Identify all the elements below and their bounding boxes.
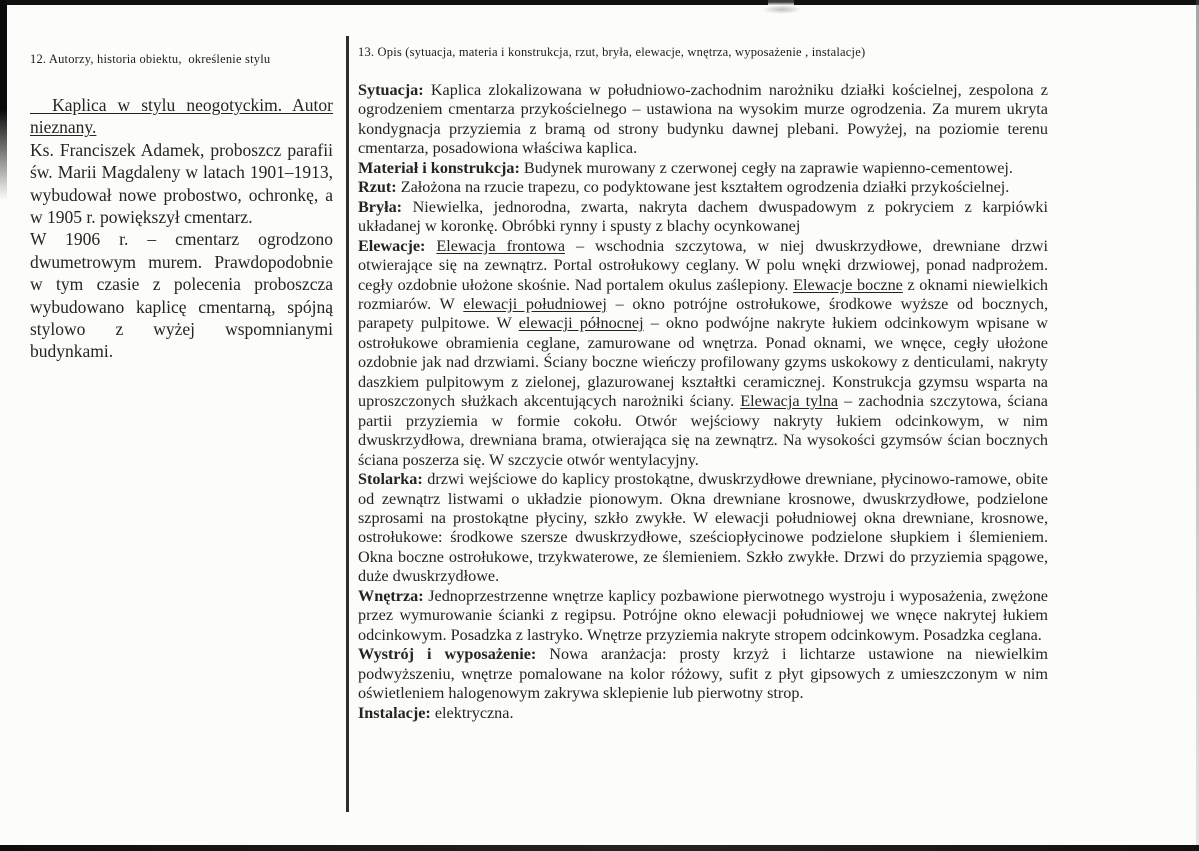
field-label-text: Instalacje: <box>358 703 431 722</box>
body-text: Budynek murowany z czerwonej cegły na zaprawie wapienno-cementowej. <box>519 158 1013 177</box>
column-divider-line <box>346 36 349 812</box>
body-text: – okno podwójne nakryte łukiem odcinkowym wpisane w ostrołukowe obramienia ceglane, zamurowane od wnętrza. Ponad oknami, we wnęce, cegły ułożone ozdobnie jak nad drzwiami. Ściany boczne wieńczy profilowany gzyms uskokowy z denticulami, nakryty daszkiem pulpitowym z zielonej, glazurowanej kształtki ceramicznej. Konstrukcja gzymsu wsparta na uproszczonych służkach akcentujących narożniki ściany. <box>358 314 1048 411</box>
scan-edge-bottom <box>0 845 1199 851</box>
underlined-text: Kaplica w stylu neogotyckim. Autor nieznany. <box>30 95 333 138</box>
body-text: Nowa aranżacja: prosty krzyż i lichtarze ustawione na niewielkim podwyższeniu, wnętrze pomalowane na kolor różowy, sufit z płyt gipsowych z umieszczonym w nim oświetleniem halogenowym zakrywa sklepienie lub pierwotny strop. <box>358 645 1048 703</box>
body-text: – okno potrójne ostrołukowe, środkowe wyższe od bocznych, parapety pulpitowe. W <box>358 294 1049 333</box>
field-12-header: 12. Autorzy, historia obiektu, określenie stylu <box>30 52 271 66</box>
field-label-text: Materiał i konstrukcja: <box>358 158 520 177</box>
underlined-text: Elewacje boczne <box>793 275 903 294</box>
paragraph <box>358 470 1048 587</box>
paragraph <box>358 198 1048 237</box>
paragraph <box>30 228 333 362</box>
paragraph <box>358 237 1048 470</box>
field-label-text: Rzut: <box>358 178 397 197</box>
field-12-section <box>30 52 333 363</box>
underlined-text: Elewacja frontowa <box>436 236 566 255</box>
paragraph <box>30 139 333 229</box>
paragraph <box>358 81 1048 159</box>
paragraph <box>358 704 1048 723</box>
body-text: Kaplica zlokalizowana w południowo-zachodnim narożniku działki kościelnej, zespolona z ogrodzeniem cmentarza przykościelnego – ustawiona na wysokim murze ogrodzenia. Za murem ukryta kondygnacja przyziemia z bramą od strony budynku dawnej plebani. Powyżej, na poziomie terenu cmentarza, posadowiona właściwa kaplica. <box>358 81 1048 158</box>
body-text: z oknami niewielkich rozmiarów. W <box>358 275 1048 313</box>
body-text: Założona na rzucie trapezu, co podyktowane jest kształtem ogrodzenia działki przykościelnej. <box>396 178 1010 197</box>
paragraph <box>30 94 333 139</box>
field-label-text: Bryła: <box>358 197 403 216</box>
scan-smudge <box>762 5 802 14</box>
body-text <box>425 237 436 255</box>
scan-edge-top <box>0 0 1199 5</box>
field-13-section <box>358 45 1048 723</box>
body-text: Niewielka, jednorodna, zwarta, nakryta dachem dwuspadowym z pokryciem z karpiówki układanej w koronkę. Obróbki rynny i spusty z blachy ocynkowanej <box>358 197 1048 236</box>
field-13-body <box>358 81 1048 723</box>
field-label-text: Wnętrza: <box>358 586 424 605</box>
underlined-text: elewacji południowej <box>463 294 607 313</box>
scan-edge-left <box>0 0 7 200</box>
field-label-text: Elewacje: <box>358 236 426 255</box>
field-label-text: Sytuacja: <box>358 81 424 99</box>
underlined-text: elewacji północnej <box>518 314 644 333</box>
body-text: Ks. Franciszek Adamek, proboszcz parafii św. Marii Magdaleny w latach 1901–1913, wybudował nowe probostwo, ochronkę, a w 1905 r. powiększył cmentarz. <box>30 139 333 228</box>
paragraph <box>358 645 1048 703</box>
body-text: W 1906 r. – cmentarz ogrodzono dwumetrowym murem. Prawdopodobnie w tym czasie z polecenia proboszcza wybudowano kaplicę cmentarną, spójną stylowo z wyżej wspomnianymi budynkami. <box>30 229 333 362</box>
paragraph <box>358 587 1048 645</box>
body-text: Jednoprzestrzenne wnętrze kaplicy pozbawione pierwotnego wystroju i wyposażenia, zwężone przez wymurowanie ścianki z regipsu. Potrójne okno elewacji południowej we wnęce nakrytej łukiem odcinkowym. Posadzka z lastryko. Wnętrze przyziemia nakryte stropem odcinkowym. Posadzka ceglana. <box>358 586 1048 644</box>
field-label-text: Stolarka: <box>358 470 423 489</box>
body-text: drzwi wejściowe do kaplicy prostokątne, dwuskrzydłowe drewniane, płycinowo-ramowe, obite od zewnątrz listwami o układzie pionowym. Okna drewniane krosnowe, dwuskrzydłowe, podzielone szprosami na prostokątne płyciny, szkło zwykłe. W elewacji południowej okna drewniane, krosnowe, ostrołukowe: środkowe szersze dwuskrzydłowe, sześciopłycinowe podzielone słupkiem i ślemieniem. Okna boczne ostrołukowe, trzykwaterowe, ze ślemieniem. Szkło zwykłe. Drzwi do przyziemia spągowe, duże dwuskrzydłowe. <box>358 470 1048 586</box>
field-13-header: 13. Opis (sytuacja, materia i konstrukcja, rzut, bryła, elewacje, wnętrza, wyposażenie , instalacje) <box>358 45 866 59</box>
body-text: – wschodnia szczytowa, w niej dwuskrzydłowe, drewniane drzwi otwierające się na zewnątrz. Portal ostrołukowy ceglany. W polu wnęki drzwiowej, ponad nadprożem. cegły ozdobnie ułożone skośnie. Nad portalem okulus zaślepiony. <box>358 236 1048 294</box>
paragraph <box>358 159 1048 178</box>
underlined-text: Elewacja tylna <box>740 392 839 411</box>
field-12-body <box>30 94 333 363</box>
field-label-text: Wystrój i wyposażenie: <box>358 645 537 664</box>
body-text: elektryczna. <box>430 703 514 722</box>
body-text: – zachodnia szczytowa, ściana partii przyziemia w formie cokołu. Otwór wejściowy nakryty łukiem odcinkowym, w nim dwuskrzydłowa, drewniana brama, otwierająca się na zewnątrz. Na wysokości gzymsów ścian bocznych ściana poszerza się. W szczycie otwór wentylacyjny. <box>358 392 1048 469</box>
paragraph <box>358 178 1048 197</box>
